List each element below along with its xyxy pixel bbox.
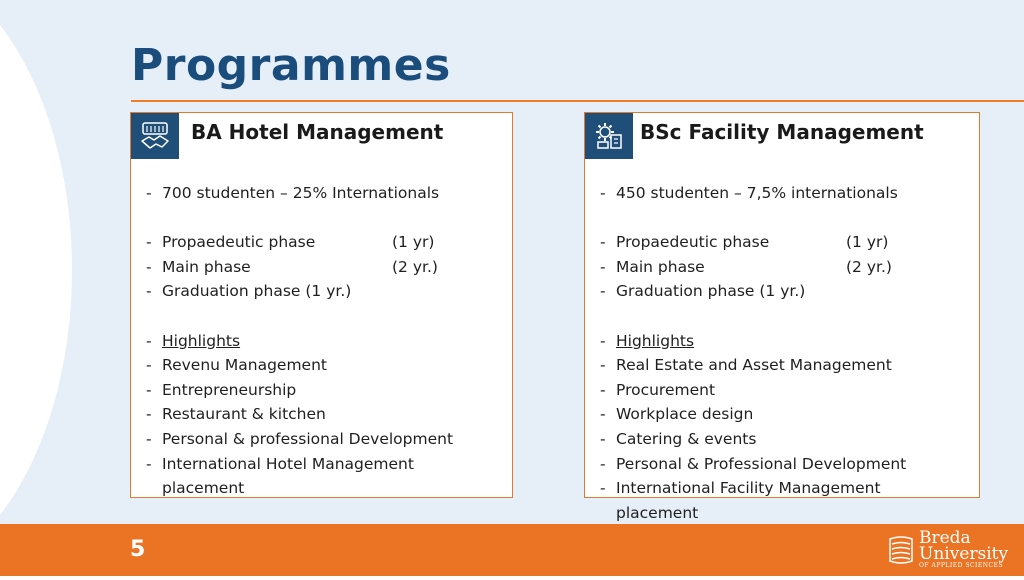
list-item: - International Hotel Management placement xyxy=(144,452,452,501)
list-item: - Propaedeutic phase (1 yr) xyxy=(598,230,958,255)
list-item: - Entrepreneurship xyxy=(144,378,504,403)
programme-details-list xyxy=(598,181,958,525)
list-item: - Personal & professional Development xyxy=(144,427,504,452)
list-item: - International Facility Management placement xyxy=(598,476,916,525)
university-logo xyxy=(888,530,1008,570)
list-item: - Personal & Professional Development xyxy=(598,452,958,477)
highlights-heading: Highlights xyxy=(162,331,241,350)
list-item: - 700 studenten – 25% Internationals xyxy=(144,181,504,206)
list-item: - Graduation phase (1 yr.) xyxy=(598,279,958,304)
list-item: - Catering & events xyxy=(598,427,958,452)
list-item: - Restaurant & kitchen xyxy=(144,402,504,427)
list-item: - 450 studenten – 7,5% internationals xyxy=(598,181,958,206)
page-number: 5 xyxy=(130,537,146,562)
card-title: BA Hotel Management xyxy=(191,120,444,144)
programme-details-list xyxy=(144,181,504,501)
facility-gear-icon xyxy=(585,113,633,159)
slide-title: Programmes xyxy=(131,40,451,91)
list-item: - Main phase (2 yr.) xyxy=(598,255,958,280)
logo-text-breda: Breda xyxy=(919,528,971,548)
list-item: - Propaedeutic phase (1 yr) xyxy=(144,230,504,255)
highlights-heading: Highlights xyxy=(616,331,695,350)
list-item: - Revenu Management xyxy=(144,353,504,378)
list-item: - Procurement xyxy=(598,378,958,403)
list-item: - Real Estate and Asset Management xyxy=(598,353,958,378)
list-item: - Main phase (2 yr.) xyxy=(144,255,504,280)
handshake-icon xyxy=(131,113,179,159)
list-item xyxy=(144,329,504,354)
card-hotel-management xyxy=(130,112,513,498)
list-item: - Graduation phase (1 yr.) xyxy=(144,279,504,304)
list-item xyxy=(598,329,958,354)
card-facility-management xyxy=(584,112,980,522)
footer-bar xyxy=(0,524,1024,576)
list-item: - Workplace design xyxy=(598,402,958,427)
logo-text-subtitle: OF APPLIED SCIENCES xyxy=(919,562,1004,569)
logo-text-university: University xyxy=(919,544,1009,564)
title-underline xyxy=(131,100,1024,102)
card-title: BSc Facility Management xyxy=(640,120,924,144)
logo-emblem-icon xyxy=(888,535,914,565)
